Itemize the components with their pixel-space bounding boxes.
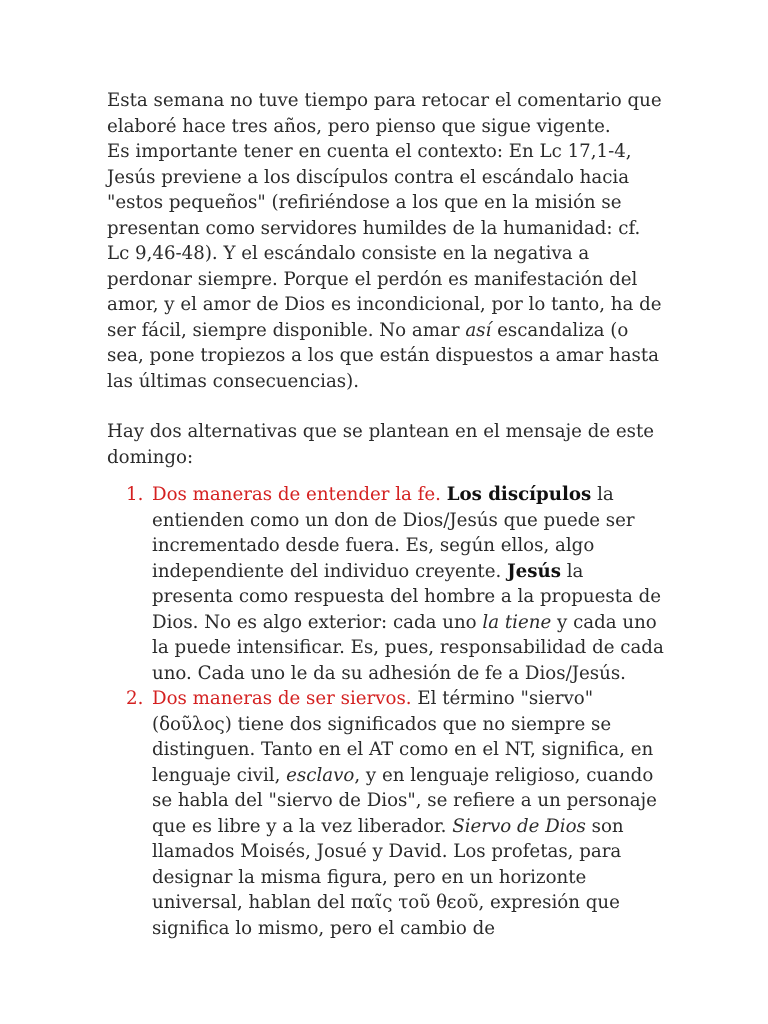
- list-item-1: [107, 482, 667, 686]
- item-2-text-2: , y en lenguaje religioso, cuando se habla del "siervo de Dios", se refiere a un personaje que es libre y a la vez liberador.: [152, 764, 657, 837]
- paragraph-gap: [107, 394, 667, 419]
- document-page: [107, 88, 667, 941]
- item-1-text-2: la presenta como respuesta del hombre a la propuesta de Dios. No es algo exterior: cada uno: [152, 560, 662, 633]
- item-1-bold-discipulos: Los discípulos: [446, 484, 592, 505]
- item-1-italic-la-tiene: la tiene: [482, 611, 552, 633]
- item-2-heading: Dos maneras de ser siervos.: [152, 688, 412, 709]
- intro-context-end: escandaliza (o sea, pone tropiezos a los que están dispuestos a amar hasta las últimas consecuencias).: [107, 319, 660, 392]
- item-2-text-1: El término "siervo" (δοῦλος) tiene dos significados que no siempre se distinguen. Tanto en el AT como en el NT, significa, en lenguaje civil,: [152, 688, 654, 786]
- item-1-heading: Dos maneras de entender la fe.: [152, 484, 441, 505]
- item-2-italic-esclavo: esclavo: [286, 764, 355, 786]
- intro-line-1-text: Esta semana no tuve tiempo para retocar el comentario que elaboré hace tres años, pero pienso que sigue vigente.: [107, 90, 662, 137]
- list-item-2: [107, 686, 667, 941]
- item-1-text-3: y cada uno la puede intensificar. Es, pues, responsabilidad de cada uno. Cada uno le da su adhesión de fe a Dios/Jesús.: [152, 611, 664, 684]
- item-1-text-1: la entienden como un don de Dios/Jesús que puede ser incrementado desde fuera. Es, según ellos, algo independiente del individuo creyente.: [152, 484, 635, 582]
- alternatives-intro: Hay dos alternativas que se plantean en el mensaje de este domingo:: [107, 421, 655, 468]
- list-number-2: 2.: [126, 688, 144, 709]
- item-2-italic-siervo-de-dios: Siervo de Dios: [452, 815, 586, 837]
- item-1-bold-jesus: Jesús: [507, 560, 561, 582]
- alternatives-list: [107, 482, 667, 941]
- list-number-1: 1.: [126, 484, 144, 505]
- intro-context-text: Es importante tener en cuenta el contexto: En Lc 17,1-4, Jesús previene a los discípulos contra el escándalo hacia "estos pequeños" (refiriéndose a los que en la misión se presentan como servidores humildes de la humanidad: cf. Lc 9,46-48). Y el escándalo consiste en la negativa a perdonar siempre. Porque el perdón es manifestación del amor, y el amor de Dios es incondicional, por lo tanto, ha de ser fácil, siempre disponible. No amar: [107, 141, 662, 341]
- intro-line-1: [107, 88, 667, 394]
- item-2-text-3: son llamados Moisés, Josué y David. Los profetas, para designar la misma figura, pero en un horizonte universal, hablan del παῖς τοῦ θεοῦ, expresión que significa lo mismo, pero el cambio de: [152, 815, 624, 939]
- intro-italic-asi: así: [465, 319, 492, 341]
